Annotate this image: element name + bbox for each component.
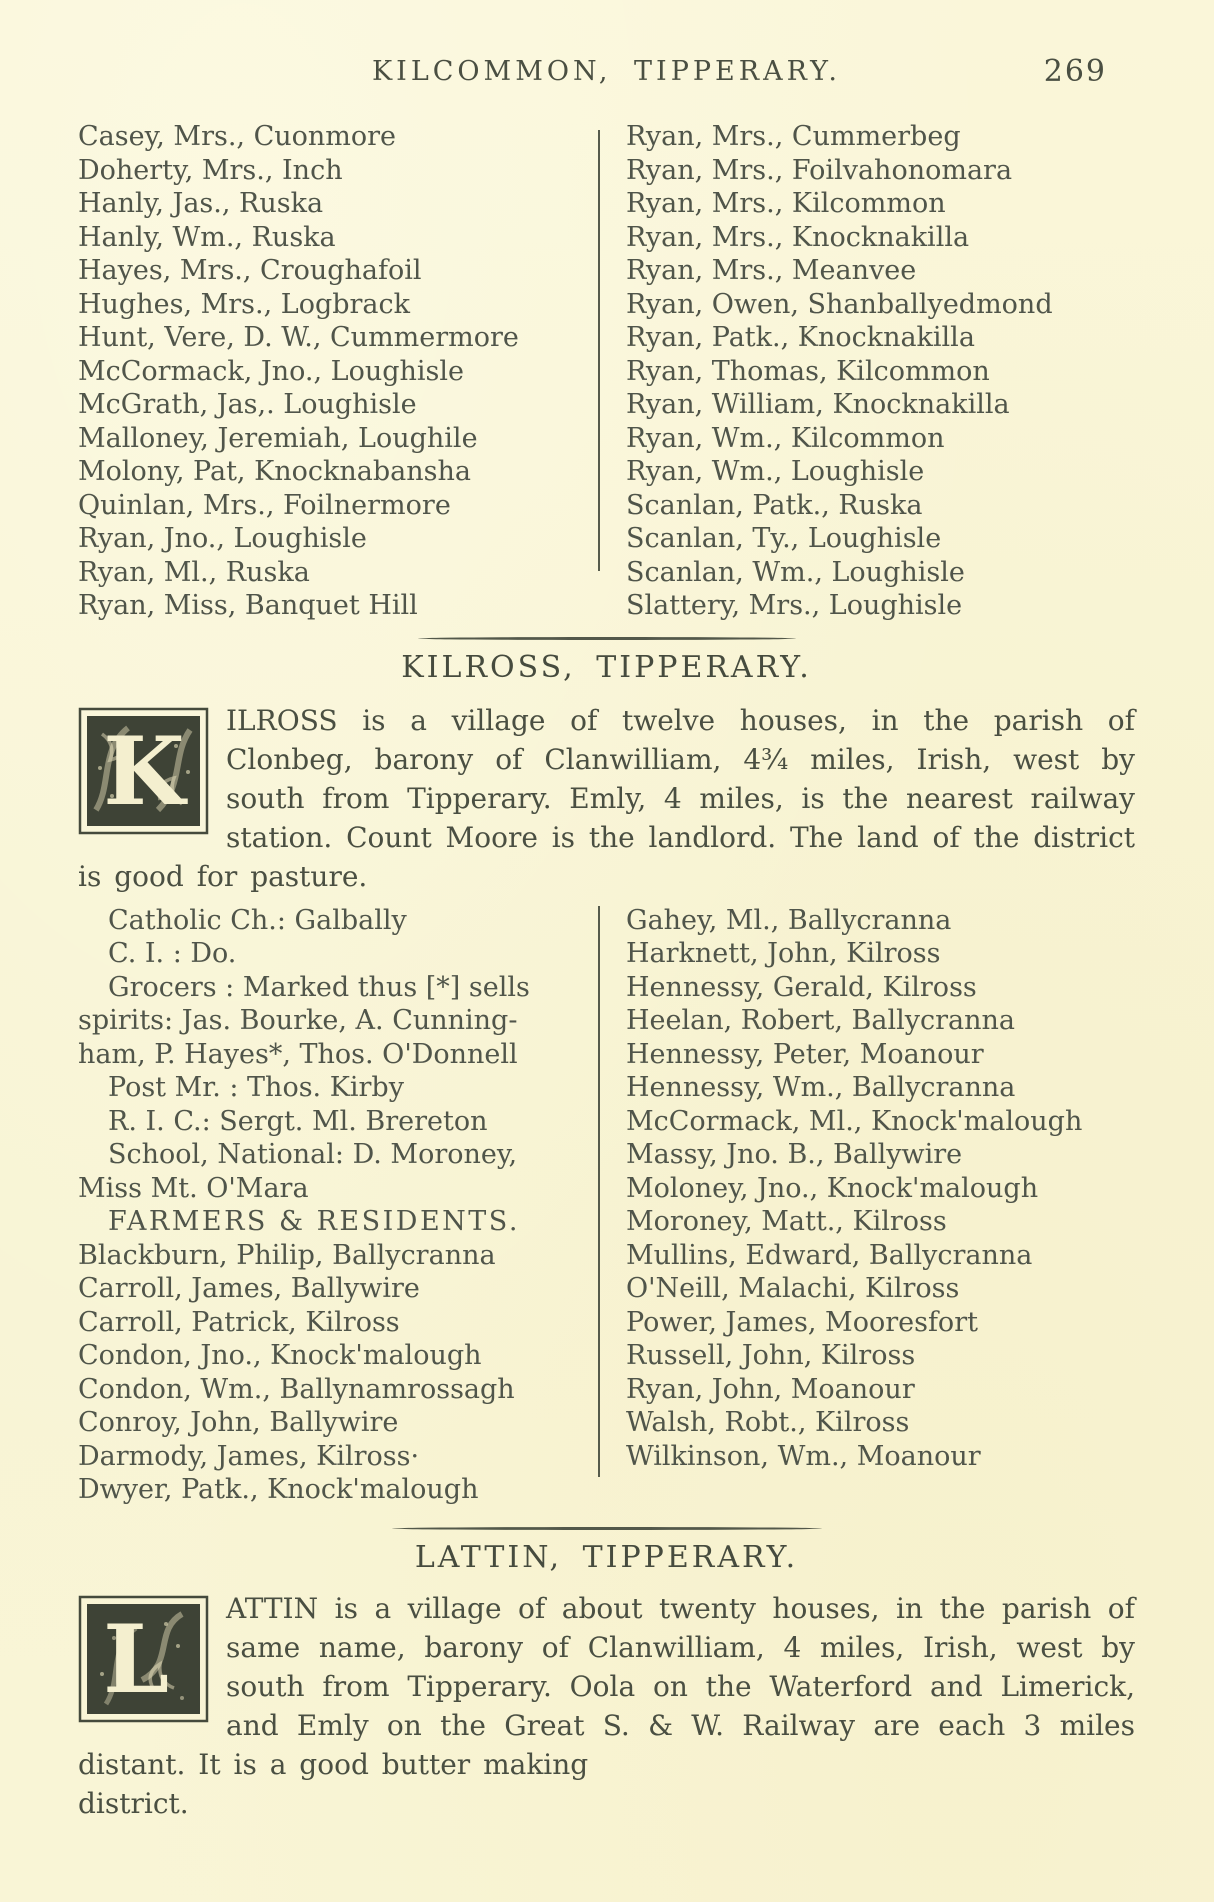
directory-entry: Malloney, Jeremiah, Loughile bbox=[78, 422, 478, 454]
directory-entry: Heelan, Robert, Ballycranna bbox=[626, 1005, 1016, 1036]
directory-entry: Hayes, Mrs., Croughafoil bbox=[78, 255, 422, 286]
directory-entry: Scanlan, Ty., Loughisle bbox=[626, 523, 942, 554]
directory-entry: Blackburn, Philip, Ballycranna bbox=[78, 1239, 496, 1271]
directory-entry: Quinlan, Mrs., Foilnermore bbox=[78, 489, 451, 521]
directory-entry: Hennessy, Wm., Ballycranna bbox=[626, 1072, 1016, 1103]
directory-entry: Ryan, Ml., Ruska bbox=[78, 556, 310, 588]
directory-entry: Hanly, Wm., Ruska bbox=[78, 221, 336, 253]
directory-entry: Dwyer, Patk., Knock'malough bbox=[78, 1474, 479, 1505]
kilross-paragraph-text: ILROSS is a village of twelve houses, in the parish of Clonbeg, barony of Clanwilliam, 4¾ miles, Irish, west by south from Tipperary. Emly, 4 miles, is the nearest railway station. Count Moore is the landlord. The land of the district is good for pasture. bbox=[78, 703, 1135, 893]
directory-entry: Moroney, Matt., Kilross bbox=[626, 1206, 947, 1237]
directory-entry: Harknett, John, Kilross bbox=[626, 938, 941, 969]
directory-entry: Gahey, Ml., Ballycranna bbox=[626, 904, 952, 936]
lattin-initial-woodcut bbox=[78, 1594, 210, 1724]
directory-entry: Hunt, Vere, D. W., Cummermore bbox=[78, 322, 519, 353]
directory-entry: Condon, Jno., Knock'malough bbox=[78, 1340, 482, 1371]
directory-entry: McCormack, Jno., Loughisle bbox=[78, 355, 465, 387]
directory-entry: Ryan, Owen, Shanballyedmond bbox=[626, 288, 1053, 320]
kilross-initial-woodcut bbox=[78, 706, 210, 836]
directory-entry: Darmody, James, Kilross· bbox=[78, 1440, 420, 1472]
directory-entry: ham, P. Hayes*, Thos. O'Donnell bbox=[78, 1038, 518, 1070]
directory-entry: Russell, John, Kilross bbox=[626, 1340, 916, 1371]
directory-entry: Ryan, Mrs., Knocknakilla bbox=[626, 221, 970, 253]
kilcommon-right-column bbox=[600, 120, 1135, 623]
page-number: 269 bbox=[1043, 54, 1107, 89]
lattin-section-rule bbox=[392, 1527, 822, 1530]
directory-entry: Moloney, Jno., Knock'malough bbox=[626, 1172, 1039, 1204]
directory-entry: Ryan, Jno., Loughisle bbox=[78, 523, 367, 554]
directory-entry: Conroy, John, Ballywire bbox=[78, 1407, 399, 1438]
directory-entry: C. I. : Do. bbox=[108, 938, 237, 969]
kilross-directory bbox=[78, 904, 1135, 1507]
directory-entry: FARMERS & RESIDENTS. bbox=[108, 1206, 520, 1237]
directory-entry: Ryan, Mrs., Kilcommon bbox=[626, 188, 946, 219]
directory-entry: Doherty, Mrs., Inch bbox=[78, 154, 343, 186]
directory-entry: Ryan, Thomas, Kilcommon bbox=[626, 355, 990, 387]
directory-entry: Walsh, Robt., Kilross bbox=[626, 1407, 910, 1438]
directory-entry: Carroll, Patrick, Kilross bbox=[78, 1306, 400, 1338]
kilcommon-directory bbox=[78, 120, 1135, 623]
directory-entry: Ryan, William, Knocknakilla bbox=[626, 389, 1010, 420]
kilross-right-column bbox=[600, 904, 1135, 1474]
directory-entry: Miss Mt. O'Mara bbox=[78, 1172, 309, 1204]
directory-entry: Massy, Jno. B., Ballywire bbox=[626, 1139, 963, 1170]
directory-entry: Ryan, Mrs., Meanvee bbox=[626, 255, 917, 286]
directory-entry: Carroll, James, Ballywire bbox=[78, 1273, 420, 1304]
directory-entry: Condon, Wm., Ballynamrossagh bbox=[78, 1373, 515, 1405]
directory-entry: Catholic Ch.: Galbally bbox=[108, 904, 407, 936]
kilross-initial-letter: K bbox=[103, 716, 185, 827]
lattin-paragraph bbox=[78, 1589, 1135, 1823]
directory-entry: Hanly, Jas., Ruska bbox=[78, 188, 324, 219]
directory-entry: Ryan, Mrs., Cummerbeg bbox=[626, 121, 961, 152]
kilross-section-rule bbox=[418, 637, 796, 640]
kilross-paragraph bbox=[78, 701, 1135, 896]
directory-entry: Ryan, John, Moanour bbox=[626, 1373, 915, 1405]
lattin-paragraph-text: ATTIN is a village of about twenty houses, in the parish of same name, barony of Clanwilliam, 4 miles, Irish, west by south from Tipperary. Oola on the Waterford and Limerick, and Emly on the Great S. & W. Railway are each 3 miles distant. It is a good butter making bbox=[78, 1591, 1135, 1781]
directory-entry: Slattery, Mrs., Loughisle bbox=[626, 590, 963, 621]
directory-entry: Ryan, Wm., Kilcommon bbox=[626, 422, 945, 454]
running-title: KILCOMMON, TIPPERARY. bbox=[371, 56, 842, 87]
directory-entry: Molony, Pat, Knocknabansha bbox=[78, 456, 471, 487]
lattin-heading: LATTIN, TIPPERARY. bbox=[414, 1539, 799, 1575]
directory-entry: Scanlan, Wm., Loughisle bbox=[626, 556, 965, 588]
directory-entry: School, National: D. Moroney, bbox=[108, 1139, 518, 1170]
directory-entry: Hughes, Mrs., Logbrack bbox=[78, 288, 411, 320]
directory-entry: McGrath, Jas,. Loughisle bbox=[78, 389, 417, 420]
directory-entry: Ryan, Patk., Knocknakilla bbox=[626, 322, 975, 353]
kilross-left-column bbox=[78, 904, 598, 1507]
directory-entry: Post Mr. : Thos. Kirby bbox=[108, 1072, 404, 1103]
directory-entry: Mullins, Edward, Ballycranna bbox=[626, 1239, 1033, 1271]
kilcommon-left-column bbox=[78, 120, 598, 623]
kilross-heading: KILROSS, TIPPERARY. bbox=[401, 649, 812, 685]
directory-entry: McCormack, Ml., Knock'malough bbox=[626, 1105, 1083, 1137]
lattin-paragraph-tail: district. bbox=[78, 1786, 189, 1820]
directory-entry: spirits: Jas. Bourke, A. Cunning- bbox=[78, 1005, 518, 1036]
directory-entry: Ryan, Mrs., Foilvahonomara bbox=[626, 154, 1013, 186]
directory-entry: Hennessy, Peter, Moanour bbox=[626, 1038, 984, 1070]
directory-entry: Power, James, Mooresfort bbox=[626, 1306, 978, 1338]
directory-entry: Grocers : Marked thus [*] sells bbox=[108, 971, 530, 1003]
directory-entry: Ryan, Wm., Loughisle bbox=[626, 456, 925, 487]
directory-entry: Wilkinson, Wm., Moanour bbox=[626, 1440, 981, 1472]
directory-entry: Ryan, Miss, Banquet Hill bbox=[78, 590, 418, 621]
directory-entry: Hennessy, Gerald, Kilross bbox=[626, 971, 977, 1003]
page-header bbox=[78, 56, 1135, 100]
directory-entry: Casey, Mrs., Cuonmore bbox=[78, 121, 397, 152]
directory-entry: R. I. C.: Sergt. Ml. Brereton bbox=[108, 1105, 488, 1137]
directory-entry: O'Neill, Malachi, Kilross bbox=[626, 1273, 960, 1304]
directory-entry: Scanlan, Patk., Ruska bbox=[626, 489, 923, 521]
lattin-initial-letter: L bbox=[102, 1604, 170, 1715]
